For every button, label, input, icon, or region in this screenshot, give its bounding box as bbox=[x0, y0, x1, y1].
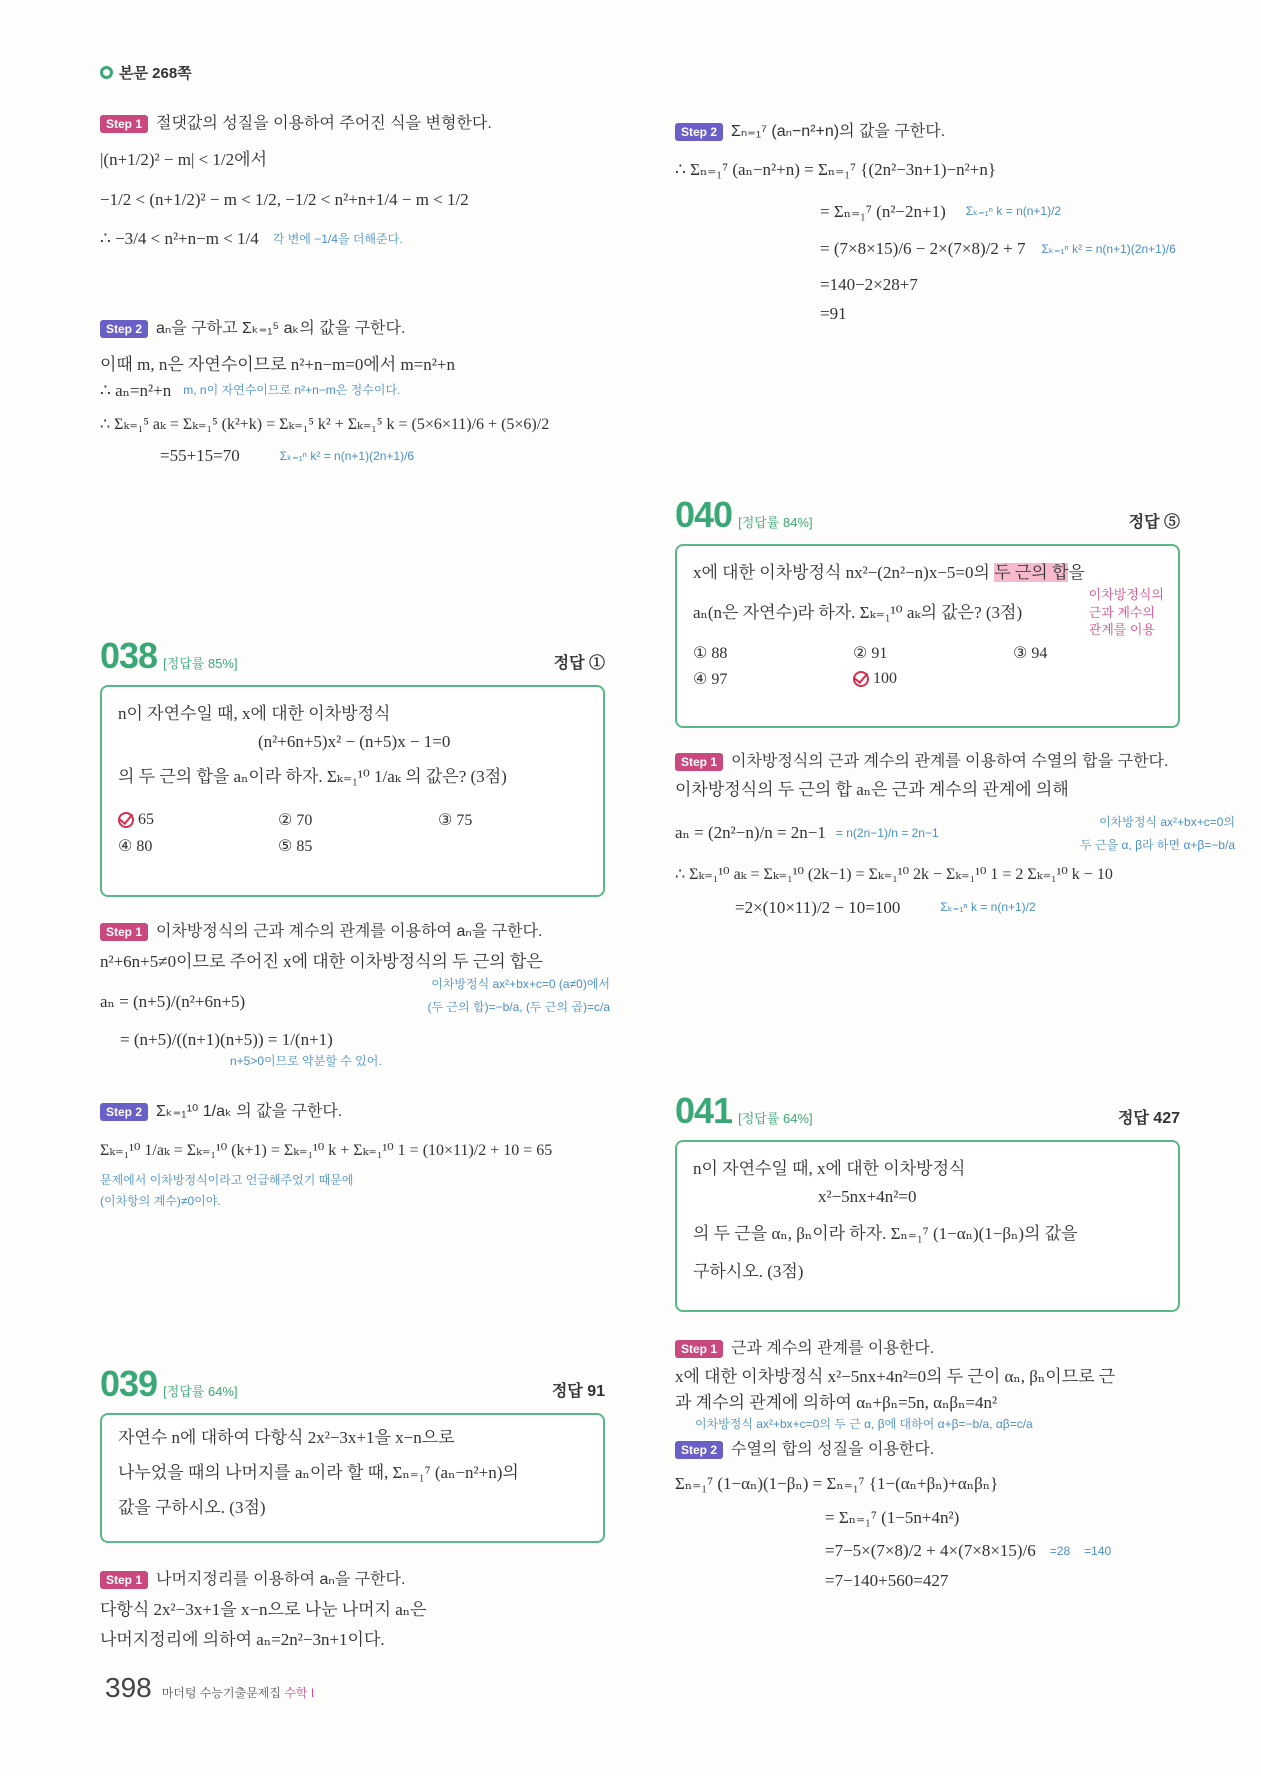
step2: Step 2 Σₖ₌₁¹⁰ 1/aₖ 의 값을 구한다. bbox=[100, 1098, 620, 1121]
note: Σₖ₌₁ⁿ k = n(n+1)/2 bbox=[965, 204, 1062, 219]
problem-number: 041 bbox=[675, 1090, 733, 1131]
note: 이차방정식 ax²+bx+c=0의 두 근 α, β에 대하여 α+β=−b/a, αβ=c/a bbox=[695, 1417, 1033, 1431]
solution-040: Step 1 이차방정식의 근과 계수의 관계를 이용하여 수열의 합을 구한다. 이차방정식의 두 근의 합 aₙ은 근과 계수의 관계에 의해 aₙ = (2n²−n)/n = 2n−1 = n(2n−1)/n = 2n−1 이차방정식 ax²+bx+c=0의 두 근을 α, β라 하면 α+β=−b/a ∴ Σₖ₌₁¹⁰ aₖ = Σₖ₌₁¹⁰ (2k−1) = Σₖ₌₁¹⁰ 2k − Σₖ₌₁¹⁰ 1 = 2 Σₖ₌₁¹⁰ k − 10 =2×(10×11)/2 − 10=100 Σₖ₌₁ⁿ k = n(n+1)/2 bbox=[675, 748, 1235, 920]
prev-line: ∴ −3/4 < n²+n−m < 1/4 각 변에 −1/4을 더해준다. bbox=[100, 229, 403, 248]
choices bbox=[118, 810, 587, 856]
choice-2[interactable]: ② 91 bbox=[853, 645, 888, 662]
choice-1[interactable]: ① 88 bbox=[693, 645, 728, 662]
problem-number: 038 bbox=[100, 635, 158, 676]
note: (이차항의 계수)≠0이야. bbox=[100, 1194, 221, 1208]
prev-line: |(n+1/2)² − m| < 1/2에서 bbox=[100, 150, 268, 169]
problem-header bbox=[100, 1363, 605, 1405]
solution-039-step2: Step 2 Σₙ₌₁⁷ (aₙ−n²+n)의 값을 구한다. ∴ Σₙ₌₁⁷ (aₙ−n²+n) = Σₙ₌₁⁷ {(2n²−3n+1)−n²+n} = Σₙ₌₁⁷ (n²−2n+1) Σₖ₌₁ⁿ k = n(n+1)/2 = (7×8×15)/6 − 2×(7×8)/2 + 7 Σₖ₌₁ⁿ k² = n(n+1)(2n+1)/6 =140−2×28+7 =91 bbox=[675, 118, 1235, 327]
prev-note: 각 변에 −1/4을 더해준다. bbox=[272, 231, 403, 246]
choice-3[interactable]: ③ 94 bbox=[1013, 645, 1048, 662]
note: (두 근의 합)=−b/a, (두 근의 곱)=c/a bbox=[427, 999, 610, 1014]
page-footer bbox=[105, 1672, 314, 1704]
prev-line: −1/2 < (n+1/2)² − m < 1/2, −1/2 < n²+n+1/4 − m < 1/2 bbox=[100, 189, 469, 209]
prev-solution-step2 bbox=[100, 315, 620, 469]
prev-line: 이때 m, n은 자연수이므로 n²+n−m=0에서 m=n²+n bbox=[100, 355, 455, 374]
choice-4[interactable]: ④ 80 bbox=[118, 837, 153, 855]
pink-note: 이차방정식의 근과 계수의 관계를 이용 bbox=[1088, 587, 1164, 638]
step1: Step 1 근과 계수의 관계를 이용한다. bbox=[675, 1335, 1235, 1358]
circle-icon bbox=[100, 66, 113, 79]
note: Σₖ₌₁ⁿ k = n(n+1)/2 bbox=[940, 900, 1036, 915]
check-mark-icon bbox=[118, 812, 134, 828]
question-line: x에 대한 이차방정식 nx²−(2n²−n)x−5=0의 두 근의 합을 bbox=[693, 563, 1085, 582]
note: 이차방정식 ax²+bx+c=0의 bbox=[1099, 814, 1235, 829]
note: n+5>0이므로 약분할 수 있어. bbox=[230, 1054, 382, 1068]
note: Σₖ₌₁ⁿ k² = n(n+1)(2n+1)/6 bbox=[1041, 241, 1176, 256]
prev-line: =55+15=70 Σₖ₌₁ⁿ k² = n(n+1)(2n+1)/6 bbox=[160, 446, 415, 465]
answer-label: 정답 ① bbox=[553, 655, 605, 672]
correct-rate: [정답률 85%] bbox=[163, 656, 238, 671]
check-mark-icon bbox=[853, 671, 869, 687]
note: = n(2n−1)/n = 2n−1 bbox=[835, 825, 939, 840]
note: 두 근을 α, β라 하면 α+β=−b/a bbox=[1080, 837, 1235, 852]
prev-note: m, n이 자연수이므로 n²+n−m은 정수이다. bbox=[183, 383, 401, 398]
question-box: 자연수 n에 대하여 다항식 2x²−3x+1을 x−n으로 나누었을 때의 나머지를 aₙ이라 할 때, Σₙ₌₁⁷ (aₙ−n²+n)의 값을 구하시오. (3점) bbox=[100, 1413, 605, 1543]
solution-041: Step 1 근과 계수의 관계를 이용한다. x에 대한 이차방정식 x²−5nx+4n²=0의 두 근이 αₙ, βₙ이므로 근 과 계수의 관계에 의하여 αₙ+βₙ=5n, αₙβₙ=4n² 이차방정식 ax²+bx+c=0의 두 근 α, β에 대하여 α+β=−b/a, αβ=c/a Step 2 수열의 합의 성질을 이용한다. Σₙ₌₁⁷ (1−αₙ)(1−βₙ) = Σₙ₌₁⁷ {1−(αₙ+βₙ)+αₙβₙ} = Σₙ₌₁⁷ (1−5n+4n²) =7−5×(7×8)/2 + 4×(7×8×15)/6 =28 =140 =7−140+560=427 bbox=[675, 1335, 1235, 1593]
step2: Step 2 Σₙ₌₁⁷ (aₙ−n²+n)의 값을 구한다. bbox=[675, 118, 1235, 141]
question-box: n이 자연수일 때, x에 대한 이차방정식 (n²+6n+5)x² − (n+5)x − 1=0 의 두 근의 합을 aₙ이라 하자. Σₖ₌₁¹⁰ 1/aₖ 의 값은? (3점) 65 ② 70 ③ 75 ④ 80 ⑤ 85 bbox=[100, 685, 605, 897]
note: =140 bbox=[1084, 1543, 1112, 1558]
answer-label: 정답 ⑤ bbox=[1128, 514, 1180, 531]
correct-rate: [정답률 64%] bbox=[738, 1111, 813, 1126]
prev-step2: Step 2 aₙ을 구하고 Σₖ₌₁⁵ aₖ의 값을 구한다. bbox=[100, 315, 620, 338]
step1: Step 1 나머지정리를 이용하여 aₙ을 구한다. bbox=[100, 1566, 620, 1589]
answer-label: 정답 427 bbox=[1117, 1110, 1180, 1127]
problem-number: 039 bbox=[100, 1363, 158, 1404]
problem-040 bbox=[675, 494, 1180, 728]
question-box: x에 대한 이차방정식 nx²−(2n²−n)x−5=0의 두 근의 합을 aₙ(n은 자연수)라 하자. Σₖ₌₁¹⁰ aₖ의 값은? (3점) 이차방정식의 근과 계수의 관계를 이용 ① 88 ② 91 ③ 94 ④ 97 100 bbox=[675, 544, 1180, 728]
problem-038 bbox=[100, 635, 620, 897]
correct-rate: [정답률 64%] bbox=[163, 1384, 238, 1399]
reference-label: 본문 268쪽 bbox=[100, 62, 192, 83]
choice-5[interactable]: 100 bbox=[853, 669, 1013, 689]
question-box: n이 자연수일 때, x에 대한 이차방정식 x²−5nx+4n²=0 의 두 근을 αₙ, βₙ이라 하자. Σₙ₌₁⁷ (1−αₙ)(1−βₙ)의 값을 구하시오. (3점) bbox=[675, 1140, 1180, 1312]
problem-041 bbox=[675, 1090, 1180, 1312]
prev-step1: Step 1 절댓값의 성질을 이용하여 주어진 식을 변형한다. bbox=[100, 110, 620, 133]
correct-rate: [정답률 84%] bbox=[738, 515, 813, 530]
prev-solution bbox=[100, 110, 620, 252]
book-title: 마더텅 수능기출문제집 수학 I bbox=[161, 1686, 315, 1700]
problem-number: 040 bbox=[675, 494, 733, 535]
choice-5[interactable]: ⑤ 85 bbox=[278, 837, 313, 855]
solution-038-step2: Step 2 Σₖ₌₁¹⁰ 1/aₖ 의 값을 구한다. Σₖ₌₁¹⁰ 1/aₖ = Σₖ₌₁¹⁰ (k+1) = Σₖ₌₁¹⁰ k + Σₖ₌₁¹⁰ 1 = (10×11)/2 + 10 = 65 문제에서 이차방정식이라고 언급해주었기 때문에 (이차항의 계수)≠0이야. bbox=[100, 1098, 620, 1209]
highlight: 두 근의 합 bbox=[994, 563, 1069, 582]
answer-label: 정답 91 bbox=[551, 1383, 605, 1400]
choice-3[interactable]: ③ 75 bbox=[438, 811, 473, 829]
choice-1[interactable]: 65 bbox=[118, 810, 278, 830]
step1: Step 1 이차방정식의 근과 계수의 관계를 이용하여 수열의 합을 구한다. bbox=[675, 748, 1235, 771]
solution-039: Step 1 나머지정리를 이용하여 aₙ을 구한다. 다항식 2x²−3x+1을 x−n으로 나눈 나머지 aₙ은 나머지정리에 의하여 aₙ=2n²−3n+1이다. bbox=[100, 1566, 620, 1652]
note: 이차방정식 ax²+bx+c=0 (a≠0)에서 bbox=[431, 976, 610, 991]
problem-header bbox=[675, 1090, 1180, 1132]
choices bbox=[693, 643, 1162, 689]
problem-header bbox=[100, 635, 605, 677]
prev-note: Σₖ₌₁ⁿ k² = n(n+1)(2n+1)/6 bbox=[279, 448, 415, 463]
prev-line: ∴ aₙ=n²+n m, n이 자연수이므로 n²+n−m은 정수이다. bbox=[100, 380, 401, 400]
step1: Step 1 이차방정식의 근과 계수의 관계를 이용하여 aₙ을 구한다. bbox=[100, 918, 620, 941]
problem-header bbox=[675, 494, 1180, 536]
problem-039 bbox=[100, 1363, 620, 1543]
note: 문제에서 이차방정식이라고 언급해주었기 때문에 bbox=[100, 1173, 354, 1187]
prev-line: ∴ Σₖ₌₁⁵ aₖ = Σₖ₌₁⁵ (k²+k) = Σₖ₌₁⁵ k² + Σₖ₌₁⁵ k = (5×6×11)/6 + (5×6)/2 bbox=[100, 416, 550, 433]
choice-2[interactable]: ② 70 bbox=[278, 811, 313, 829]
solution-038: Step 1 이차방정식의 근과 계수의 관계를 이용하여 aₙ을 구한다. n²+6n+5≠0이므로 주어진 x에 대한 이차방정식의 두 근의 합은 aₙ = (n+5)/(n²+6n+5) 이차방정식 ax²+bx+c=0 (a≠0)에서 (두 근의 합)=−b/a, (두 근의 곱)=c/a = (n+5)/((n+1)(n+5)) = 1/(n+1) n+5>0이므로 약분할 수 있어. bbox=[100, 918, 620, 1069]
choice-4[interactable]: ④ 97 bbox=[693, 671, 728, 688]
page-number: 398 bbox=[105, 1672, 152, 1703]
step2: Step 2 수열의 합의 성질을 이용한다. bbox=[675, 1436, 1235, 1459]
note: =28 bbox=[1049, 1543, 1071, 1558]
